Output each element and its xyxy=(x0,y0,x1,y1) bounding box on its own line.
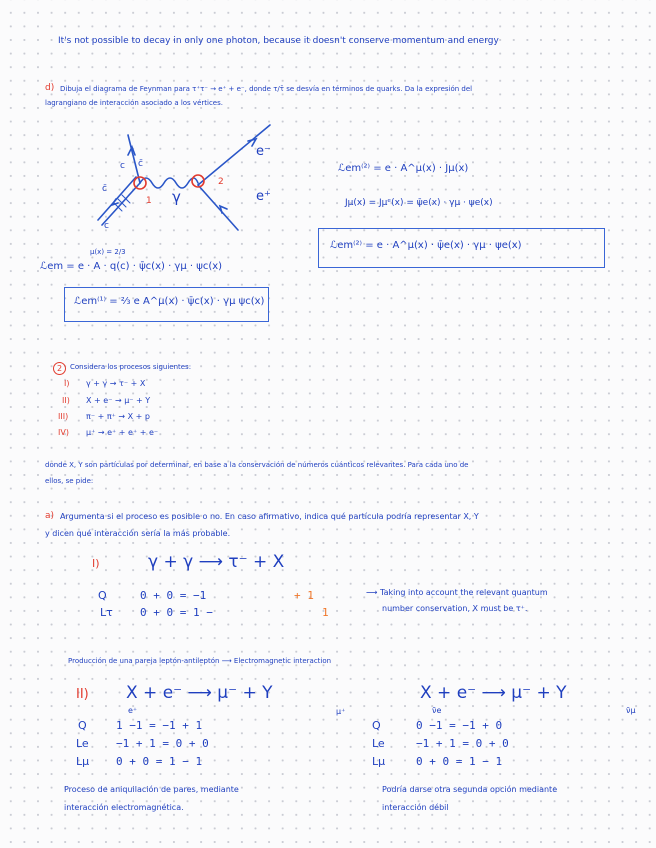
proc1-l-label: Lτ xyxy=(100,606,113,619)
lagrangian-1-boxed: ℒem⁽¹⁾ = ⅔ e A^μ(x) · ψ̄c(x) · γμ ψc(x) xyxy=(74,296,265,307)
proc1-note-line1: ⟶ Taking into account the relevant quantum xyxy=(366,588,548,597)
label-c-top: c xyxy=(120,161,125,171)
proc2-num: II) xyxy=(76,687,89,702)
proc1-q-values: 0 + 0 = −1 xyxy=(140,589,207,602)
proc2-right-le-label: Le xyxy=(372,737,385,750)
proc2-right-lmu-values: 0 + 0 = 1 − 1 xyxy=(416,755,503,768)
part-d-statement-line1: Dibuja el diagrama de Feynman para τ⁺τ⁻ → e⁺ + e⁻, donde τ/τ̄ se desvía en términos de quarks. Da la expresión del xyxy=(60,85,473,93)
proc1-reaction: γ + γ ⟶ τ⁻ + X xyxy=(148,552,285,572)
problem-2-desc-line2: ellos, se pide: xyxy=(45,477,94,485)
proc2-left-lmu-values: 0 + 0 = 1 − 1 xyxy=(116,755,203,768)
label-e-minus: e⁻ xyxy=(256,144,271,159)
proc2-right-q-values: 0 −1 = −1 + 0 xyxy=(416,719,503,732)
pair-production-note: Producción de una pareja leptón-antileptón ⟶ Electromagnetic interaction xyxy=(68,657,332,665)
label-vertex-2: 2 xyxy=(218,177,224,187)
lagrangian-1-upper: μ(x) = 2/3 xyxy=(90,248,126,256)
proc2-right-reaction: X + e⁻ ⟶ μ⁻ + Y xyxy=(420,683,567,703)
label-e-plus: e⁺ xyxy=(256,189,271,204)
problem-2-desc-line1: donde X, Y son partículas por determinar, en base a la conservación de números cuánticos relevantes. Para cada uno de xyxy=(45,461,469,469)
label-vertex-1: 1 xyxy=(146,196,152,206)
proc1-q-added: + 1 xyxy=(294,589,314,602)
problem-2-intro: Considera los procesos siguientes: xyxy=(70,363,192,371)
photon-line xyxy=(140,178,198,188)
proc1-l-added: 1 xyxy=(322,606,329,619)
process-2-num: II) xyxy=(62,396,70,405)
lagrangian-2-eq1: ℒem⁽²⁾ = e · A^μ(x) · Jμ(x) xyxy=(338,163,469,174)
label-cbar-top: c̄ xyxy=(138,159,143,169)
positron-line xyxy=(198,185,238,230)
proc2-left-reaction: X + e⁻ ⟶ μ⁻ + Y xyxy=(126,683,273,703)
proc2-left-le-label: Le xyxy=(76,737,89,750)
proc2-right-x-identity: ν̄e xyxy=(432,706,442,715)
process-1-text: γ + γ → τ⁻ + X xyxy=(86,379,146,388)
proc2-left-x-identity: e⁺ xyxy=(128,706,138,715)
process-2-text: X + e⁻ → μ⁻ + Y xyxy=(86,396,151,405)
problem-2-number: 2 xyxy=(53,362,66,375)
part-d-statement-line2: lagrangiano de interacción asociado a los vértices. xyxy=(45,99,223,107)
proc2-right-y-identity: ν̄μ xyxy=(626,706,636,715)
proc2-left-y-identity: μ⁺ xyxy=(336,707,346,716)
proc2-left-q-values: 1 −1 = −1 + 1 xyxy=(116,719,203,732)
lagrangian-2-eq2: Jμ(x) = Jμᵉ(x) = ψ̄e(x) · γμ · ψe(x) xyxy=(345,198,493,208)
label-cbar-left: c̄ xyxy=(102,184,107,194)
label-gamma: γ xyxy=(172,188,181,206)
proc1-note-line2: number conservation, X must be τ⁺. xyxy=(382,604,528,613)
proc1-num: I) xyxy=(92,557,100,570)
proc2-left-le-values: −1 + 1 = 0 + 0 xyxy=(116,737,209,750)
proc2-right-q-label: Q xyxy=(372,719,381,732)
top-note: It's not possible to decay in only one photon, because it doesn't conserve momentum and energy xyxy=(58,36,499,46)
proc1-q-label: Q xyxy=(98,589,107,602)
lagrangian-2-boxed: ℒem⁽²⁾ = e · A^μ(x) · ψ̄e(x) · γμ · ψe(x) xyxy=(330,240,522,251)
lagrangian-1: ℒem = e · A · q(c) · ψ̄c(x) · γμ · ψc(x) xyxy=(40,261,223,272)
part-a-label: a) xyxy=(45,511,55,521)
process-3-num: III) xyxy=(58,412,69,421)
proc2-right-lmu-label: Lμ xyxy=(372,755,386,768)
proc2-left-q-label: Q xyxy=(78,719,87,732)
feynman-diagram xyxy=(88,115,288,235)
part-a-line1: Argumenta si el proceso es posible o no. En caso afirmativo, indica qué partícula podría representar X, Y xyxy=(60,512,479,521)
process-4-text: μ⁺ → e⁺ + e⁺ + e⁻ xyxy=(86,428,159,437)
part-a-line2: y dicen qué interacción sería la más probable. xyxy=(45,529,231,538)
proc2-left-note-line1: Proceso de aniquilación de pares, mediante xyxy=(64,785,239,794)
proc2-right-note-line1: Podría darse otra segunda opción mediante xyxy=(382,785,558,794)
process-3-text: π⁻ + π⁺ → X + p xyxy=(86,412,151,421)
process-1-num: I) xyxy=(64,379,70,388)
process-4-num: IV) xyxy=(58,428,69,437)
part-d-label: d) xyxy=(45,83,55,93)
proc2-left-note-line2: interacción electromagnética. xyxy=(64,803,184,812)
proc2-right-note-line2: interacción débil xyxy=(382,803,449,812)
proc2-right-le-values: −1 + 1 = 0 + 0 xyxy=(416,737,509,750)
quark-line-lower xyxy=(102,183,140,225)
proc1-l-values: 0 + 0 = 1 − xyxy=(140,606,213,619)
label-c-bottom: c xyxy=(104,221,109,231)
proc2-left-lmu-label: Lμ xyxy=(76,755,90,768)
